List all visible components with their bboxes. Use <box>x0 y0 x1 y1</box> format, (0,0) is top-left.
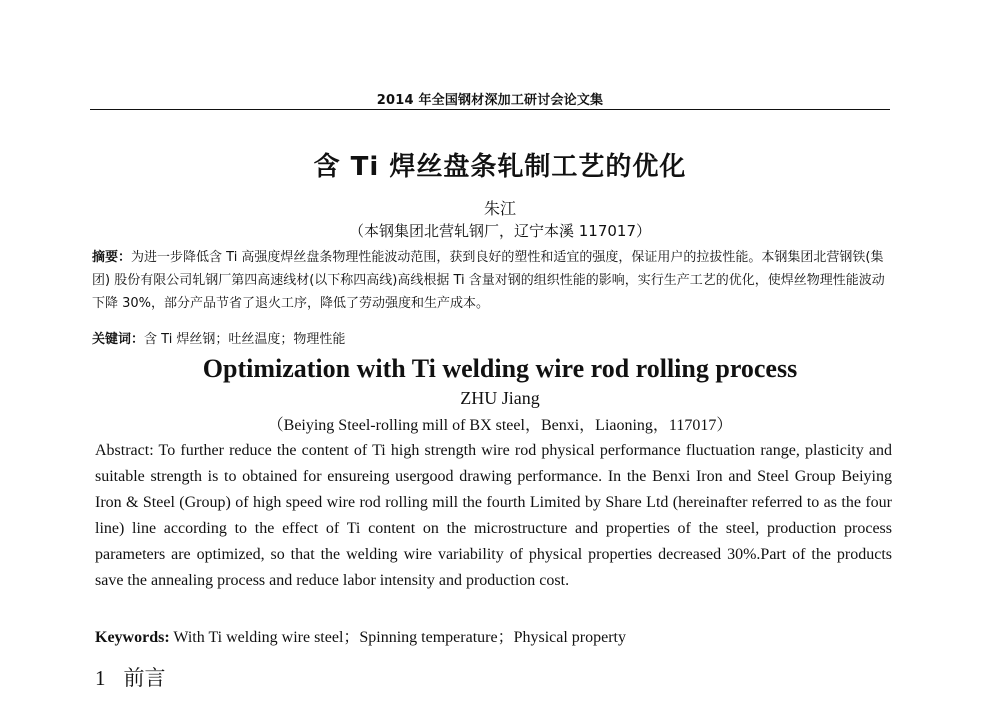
english-abstract-text: To further reduce the content of Ti high strength wire rod physical performance fluctuation range, plasticity and suitable strength is to obtained for ensureing usergood drawing performance. In the Benxi Iron and Steel Group Beiying Iron & Steel (Group) of high speed wire rod rolling mill the fourth Limited by Share Ltd (hereinafter referred to as the four line) line according to the effect of Ti content on the microstructure and properties of the steel, production process parameters are optimized, so that the welding wire variability of physical properties decreased 30%.Part of the products save the annealing process and reduce labor intensity and production cost. <box>95 442 892 589</box>
cut-off-text-line <box>90 698 890 706</box>
english-keywords-text: With Ti welding wire steel；Spinning temperature；Physical property <box>173 629 627 646</box>
chinese-abstract <box>92 246 892 315</box>
english-keywords-label: Keywords: <box>95 629 170 646</box>
chinese-keywords-text: 含 Ti 焊丝钢；吐丝温度；物理性能 <box>144 332 346 347</box>
chinese-abstract-text: 为进一步降低含 Ti 高强度焊丝盘条物理性能波动范围，获到良好的塑性和适宜的强度，保证用户的拉拔性能。本钢集团北营钢铁(集团) 股份有限公司轧钢厂第四高速线材(以下称四高线)高线根据 Ti 含量对钢的组织性能的影响，实行生产工艺的优化，使焊丝物理性能波动下降 30%，部分产品节省了退火工序，降低了劳动强度和生产成本。 <box>92 250 885 311</box>
chinese-affiliation: （本钢集团北营轧钢厂，辽宁本溪 117017） <box>348 222 652 240</box>
header-text: 2014 年全国钢材深加工研讨会论文集 <box>376 93 604 108</box>
chinese-abstract-label: 摘要： <box>92 250 132 265</box>
header-rule <box>90 109 890 110</box>
section-title: 前言 <box>123 666 166 690</box>
section-heading <box>95 662 166 692</box>
chinese-author: 朱江 <box>483 199 516 218</box>
english-keywords <box>95 624 892 647</box>
section-number: 1 <box>95 666 106 690</box>
chinese-title: 含 Ti 焊丝盘条轧制工艺的优化 <box>313 152 687 182</box>
running-header <box>90 89 890 109</box>
english-affiliation: （Beiying Steel-rolling mill of BX steel，Benxi，Liaoning，117017） <box>267 417 733 434</box>
english-author: ZHU Jiang <box>460 388 540 408</box>
chinese-keywords-label: 关键词： <box>92 332 145 347</box>
english-title: Optimization with Ti welding wire rod rolling process <box>202 354 798 383</box>
chinese-keywords <box>92 328 892 347</box>
english-abstract-label: Abstract: <box>95 442 154 459</box>
english-abstract <box>95 438 892 594</box>
